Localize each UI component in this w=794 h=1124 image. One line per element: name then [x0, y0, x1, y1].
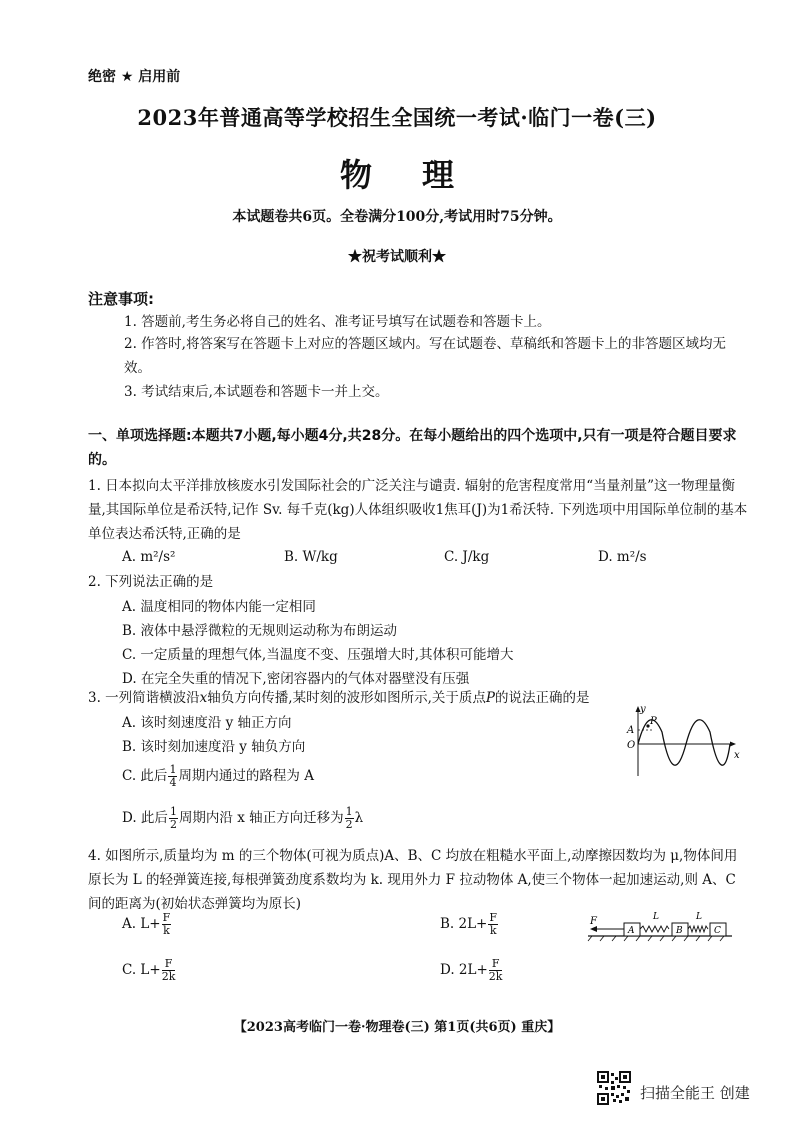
x-label: x: [734, 750, 740, 761]
question-4-stem: 4. 如图所示,质量均为 m 的三个物体(可视为质点)A、B、C 均放在粗糙水平面上,动摩擦因数均为 μ,物体间用原长为 L 的轻弹簧连接,每根弹簧劲度系数均为 k. 现用外力 F 拉动物体 A,使三个物体一起加速运动,则 A、C 间的距离为(初始状态弹簧均为原长): [88, 848, 738, 912]
y-label: y: [640, 704, 646, 715]
spring-blocks-figure: [582, 906, 738, 942]
q3-option-b: B. 该时刻加速度沿 y 轴负方向: [122, 739, 306, 755]
q4-option-c: C. L+ $\frac{F}{2k}$: [122, 957, 176, 983]
notice-title: 注意事项:: [88, 290, 154, 308]
spring-length-label: L: [653, 912, 659, 922]
q2-option-b: B. 液体中悬浮微粒的无规则运动称为布朗运动: [122, 623, 398, 639]
notice-item: 3. 考试结束后,本试题卷和答题卡一并上交。: [124, 384, 389, 400]
wave-figure: [616, 704, 742, 780]
q4-option-b: B. 2L+ $\frac{F}{k}$: [440, 911, 498, 937]
exam-info: 本试题卷共6页。全卷满分100分,考试用时75分钟。: [232, 209, 562, 225]
q1-option-c: C. J/kg: [444, 549, 490, 565]
qr-code-icon: [597, 1071, 631, 1105]
section-heading: 一、单项选择题:本题共7小题,每小题4分,共28分。在每小题给出的四个选项中,只有一项是符合题目要求的。: [88, 428, 737, 468]
q1-option-a: A. m²/s²: [122, 549, 176, 565]
q2-option-d: D. 在完全失重的情况下,密闭容器内的气体对器壁没有压强: [122, 671, 470, 687]
origin-label: O: [627, 740, 636, 751]
notice-item: 1. 答题前,考生务必将自己的姓名、准考证号填写在试题卷和答题卡上。: [124, 314, 551, 330]
q2-option-c: C. 一定质量的理想气体,当温度不变、压强增大时,其体积可能增大: [122, 647, 514, 663]
exam-title: 2023年普通高等学校招生全国统一考试·临门一卷(三): [137, 105, 657, 130]
q3-option-c: C. 此后 $\frac{1}{4}$ 周期内通过的路程为 A: [122, 763, 314, 789]
x-axis-arrow-icon: [730, 742, 736, 747]
q2-option-a: A. 温度相同的物体内能一定相同: [122, 599, 316, 615]
block-a-label: A: [628, 926, 635, 936]
subject-title: 物理: [339, 156, 504, 194]
confidential-mark: 绝密 ★ 启用前: [88, 69, 181, 85]
p-label: P: [650, 716, 657, 727]
page-footer: 【2023高考临门一卷·物理卷(三) 第1页(共6页) 重庆】: [233, 1020, 561, 1035]
good-luck-line: ★祝考试顺利★: [348, 249, 446, 265]
q3-option-d: D. 此后 $\frac{1}{2}$ 周期内沿 x 轴正方向迁移为 $\frac{1}{2}$ λ: [122, 805, 364, 831]
ground-hatching: [588, 936, 724, 941]
question-1-stem: 1. 日本拟向太平洋排放核废水引发国际社会的广泛关注与谴责. 辐射的危害程度常用“当量剂量”这一物理量衡量,其国际单位是希沃特,记作 Sv. 每千克(kg)人体组织吸收1焦耳(J)为1希沃特. 下列选项中用国际单位制的基本单位表达希沃特,正确的是: [88, 478, 748, 542]
q1-option-d: D. m²/s: [598, 549, 647, 565]
q4-option-a: A. L+ $\frac{F}{k}$: [122, 911, 171, 937]
notice-item: 2. 作答时,将答案写在答题卡上对应的答题区域内。写在试题卷、草稿纸和答题卡上的非答题区域均无效。: [124, 336, 726, 376]
spring-length-label: L: [696, 912, 702, 922]
q1-option-b: B. W/kg: [284, 549, 338, 565]
spring-bc: [688, 926, 708, 932]
force-label: F: [590, 916, 597, 927]
spring-ab: [640, 926, 669, 932]
q3-option-a: A. 该时刻速度沿 y 轴正方向: [122, 715, 292, 731]
block-c-label: C: [714, 926, 721, 936]
question-2-stem: 2. 下列说法正确的是: [88, 574, 214, 590]
q4-option-d: D. 2L+ $\frac{F}{2k}$: [440, 957, 503, 983]
question-3-stem: 3. 一列简谐横波沿x轴负方向传播,某时刻的波形如图所示,关于质点P的说法正确的是: [88, 690, 590, 706]
block-b-label: B: [676, 926, 683, 936]
scanner-watermark: 扫描全能王 创建: [640, 1084, 750, 1102]
amplitude-label: A: [627, 725, 635, 736]
